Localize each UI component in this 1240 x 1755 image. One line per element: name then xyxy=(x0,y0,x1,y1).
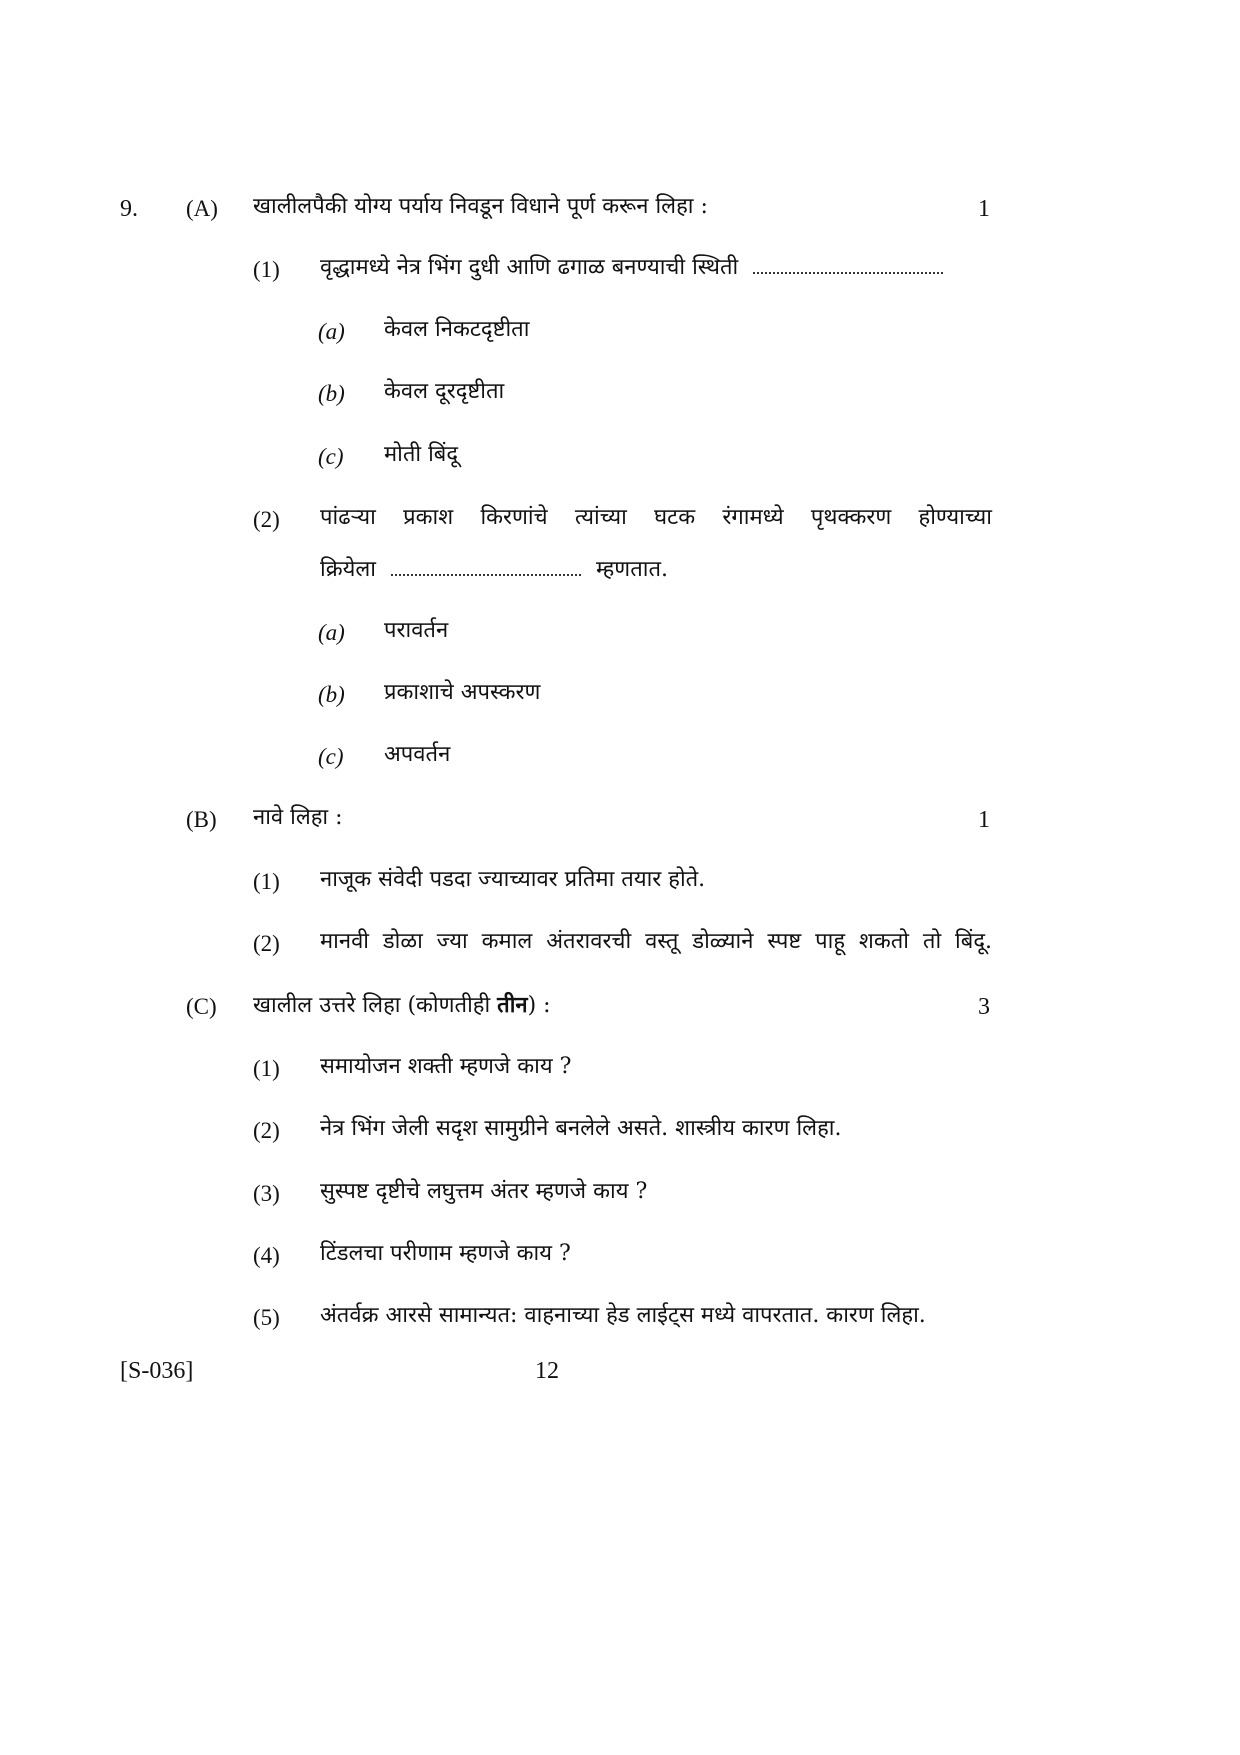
a-item-1-option-a-label: (a) xyxy=(318,319,345,344)
b-item-2-text: मानवी डोळा ज्या कमाल अंतरावरची वस्तू डोळ्याने स्पष्ट पाहू शकतो तो बिंदू. xyxy=(320,929,992,954)
section-a-label: (A) xyxy=(186,196,218,221)
a-item-2-number: (2) xyxy=(253,507,280,532)
c-item-5-text: अंतर्वक्र आरसे सामान्यत: वाहनाच्या हेड लाईट्स मध्ये वापरतात. कारण लिहा. xyxy=(320,1303,926,1328)
a-item-1-number: (1) xyxy=(253,257,280,282)
a-item-1-option-b-text: केवल दूरदृष्टीता xyxy=(384,379,505,404)
c-item-5-number: (5) xyxy=(253,1305,280,1330)
b-item-1-text: नाजूक संवेदी पडदा ज्याच्यावर प्रतिमा तयार होते. xyxy=(320,867,706,892)
page-number: 12 xyxy=(535,1358,559,1384)
a-item-2-text-line2 xyxy=(320,555,668,585)
section-c-instruction-emphasis: तीन xyxy=(497,992,528,1018)
c-item-1-number: (1) xyxy=(253,1056,280,1081)
a-item-2-option-c-text: अपवर्तन xyxy=(384,742,451,767)
a-item-1-blank xyxy=(753,254,943,274)
a-item-2-text-line1: पांढऱ्या प्रकाश किरणांचे त्यांच्या घटक रंगामध्ये पृथक्करण होण्याच्या xyxy=(320,505,992,530)
c-item-3-text: सुस्पष्ट दृष्टीचे लघुत्तम अंतर म्हणजे काय ? xyxy=(320,1179,648,1204)
a-item-2-line2-end: म्हणतात. xyxy=(595,557,668,582)
a-item-1-option-b-label: (b) xyxy=(318,381,345,406)
a-item-1-text xyxy=(320,253,943,283)
a-item-2-option-b-text: प्रकाशाचे अपस्करण xyxy=(384,680,541,705)
section-a-instruction: खालीलपैकी योग्य पर्याय निवडून विधाने पूर्ण करून लिहा : xyxy=(253,194,708,219)
a-item-2-option-a-text: परावर्तन xyxy=(384,618,449,643)
c-item-4-text: टिंडलचा परीणाम म्हणजे काय ? xyxy=(320,1241,571,1266)
b-item-2-number: (2) xyxy=(253,931,280,956)
section-a-marks: 1 xyxy=(978,196,990,222)
paper-code: [S-036] xyxy=(120,1358,194,1384)
a-item-2-line2-start: क्रियेला xyxy=(320,557,376,582)
a-item-1-option-a-text: केवल निकटदृष्टीता xyxy=(384,317,530,342)
c-item-4-number: (4) xyxy=(253,1243,280,1268)
section-b-instruction: नावे लिहा : xyxy=(253,805,343,830)
section-c-label: (C) xyxy=(186,994,217,1019)
a-item-2-option-c-label: (c) xyxy=(318,744,344,769)
section-b-label: (B) xyxy=(186,807,217,832)
a-item-2-blank xyxy=(391,556,581,576)
section-c-instruction xyxy=(253,990,551,1021)
c-item-2-text: नेत्र भिंग जेली सदृश सामुग्रीने बनलेले असते. शास्त्रीय कारण लिहा. xyxy=(320,1116,842,1141)
question-number: 9. xyxy=(120,196,138,222)
section-b-marks: 1 xyxy=(978,807,990,833)
a-item-2-option-b-label: (b) xyxy=(318,682,345,707)
section-c-marks: 3 xyxy=(978,994,990,1020)
a-item-1-option-c-label: (c) xyxy=(318,444,344,469)
c-item-2-number: (2) xyxy=(253,1118,280,1143)
a-item-2-option-a-label: (a) xyxy=(318,620,345,645)
a-item-1-option-c-text: मोती बिंदू xyxy=(384,442,459,467)
b-item-1-number: (1) xyxy=(253,869,280,894)
c-item-1-text: समायोजन शक्ती म्हणजे काय ? xyxy=(320,1054,572,1079)
c-item-3-number: (3) xyxy=(253,1181,280,1206)
a-item-1-statement: वृद्धामध्ये नेत्र भिंग दुधी आणि ढगाळ बनण्याची स्थिती xyxy=(320,255,739,280)
section-c-instruction-start: खालील उत्तरे लिहा (कोणतीही xyxy=(253,993,491,1018)
section-c-instruction-end: ) : xyxy=(527,993,551,1018)
